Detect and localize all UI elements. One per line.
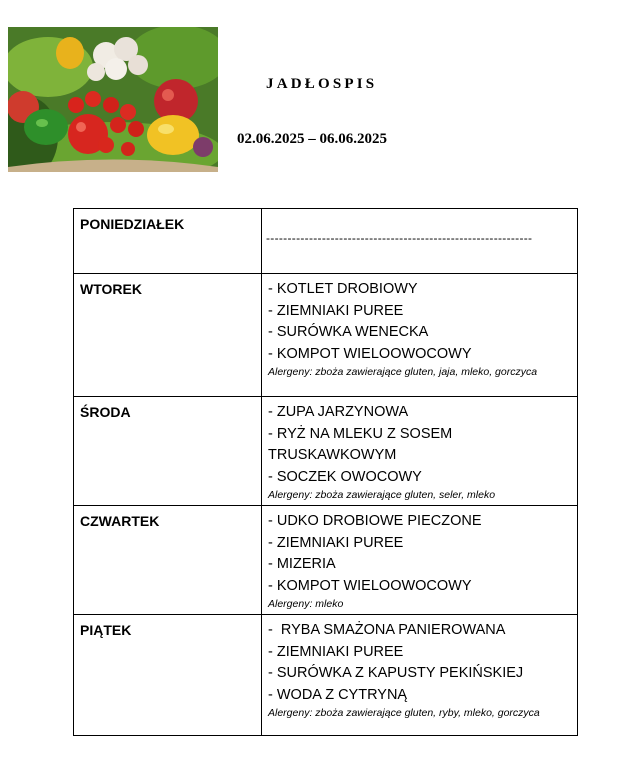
- dish-item: - ZIEMNIAKI PUREE: [268, 302, 404, 319]
- dish-list-wednesday: [262, 397, 577, 505]
- allergens-note: Alergeny: mleko: [268, 598, 344, 610]
- table-row-tuesday: [74, 274, 578, 397]
- dish-item: - KOTLET DROBIOWY: [268, 281, 418, 297]
- day-cell: [74, 615, 262, 736]
- empty-menu-placeholder: --------------------------------------------------------------: [266, 231, 533, 245]
- dish-list-tuesday: [262, 274, 577, 382]
- day-cell: [74, 209, 262, 274]
- dishes-cell: [262, 506, 578, 615]
- menu-table: [73, 208, 578, 736]
- dishes-cell: [262, 209, 578, 274]
- dish-item: - ZIEMNIAKI PUREE: [268, 534, 404, 551]
- dishes-cell: [262, 615, 578, 736]
- dish-item: - SOCZEK OWOCOWY: [268, 468, 422, 485]
- dish-item: - ZIEMNIAKI PUREE: [268, 643, 404, 660]
- vegetables-photo-icon: [8, 27, 218, 172]
- table-row-thursday: [74, 506, 578, 615]
- date-range: 02.06.2025 – 06.06.2025: [237, 131, 387, 147]
- dish-list-friday: [262, 615, 577, 723]
- day-cell: [74, 397, 262, 506]
- dish-item: - SURÓWKA Z KAPUSTY PEKIŃSKIEJ: [268, 665, 524, 681]
- dish-item: - WODA Z CYTRYNĄ: [268, 686, 408, 703]
- day-label-monday: PONIEDZIAŁEK: [80, 216, 185, 232]
- dishes-cell: [262, 397, 578, 506]
- allergens-note: Alergeny: zboża zawierające gluten, jaja, mleko, gorczyca: [268, 366, 538, 378]
- allergens-note: Alergeny: zboża zawierające gluten, seler, mleko: [268, 489, 496, 501]
- dishes-cell: [262, 274, 578, 397]
- allergens-note: Alergeny: zboża zawierające gluten, ryby, mleko, gorczyca: [268, 707, 540, 719]
- table-row-friday: [74, 615, 578, 736]
- dish-item: - KOMPOT WIELOOWOCOWY: [268, 345, 472, 362]
- dish-item: - MIZERIA: [268, 556, 336, 572]
- dish-item: - KOMPOT WIELOOWOCOWY: [268, 577, 472, 594]
- table-row-wednesday: [74, 397, 578, 506]
- day-cell: [74, 506, 262, 615]
- dish-list-thursday: [262, 506, 577, 614]
- dish-item: - UDKO DROBIOWE PIECZONE: [268, 513, 482, 529]
- table-row-monday: [74, 209, 578, 274]
- page-title: JADŁOSPIS: [266, 76, 378, 92]
- day-label-friday: PIĄTEK: [80, 622, 132, 638]
- day-label-tuesday: WTOREK: [80, 281, 142, 297]
- day-cell: [74, 274, 262, 397]
- day-label-wednesday: ŚRODA: [80, 404, 131, 420]
- day-label-thursday: CZWARTEK: [80, 513, 160, 529]
- dish-item: - SURÓWKA WENECKA: [268, 324, 429, 340]
- dish-item: - RYŻ NA MLEKU Z SOSEM TRUSKAWKOWYM: [268, 425, 453, 463]
- dish-item: - RYBA SMAŻONA PANIEROWANA: [268, 622, 506, 638]
- dish-item: - ZUPA JARZYNOWA: [268, 404, 409, 420]
